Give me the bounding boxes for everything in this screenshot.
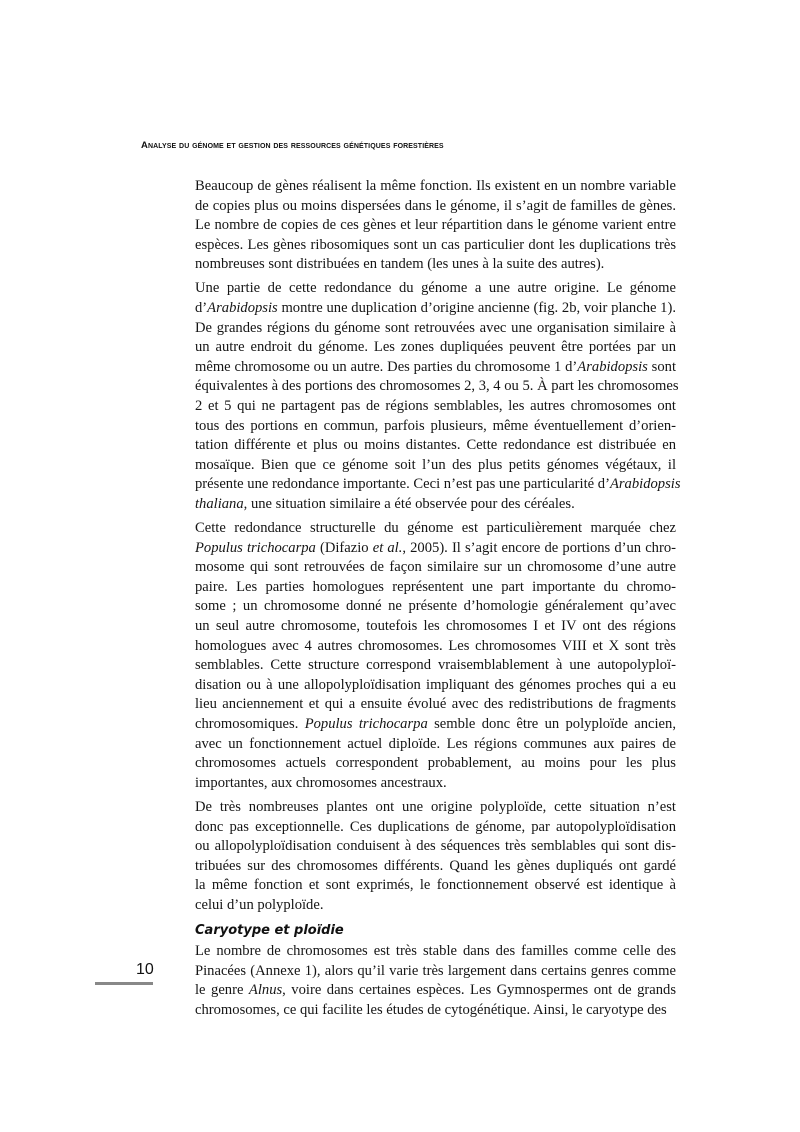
text-segment: mosome qui sont retrouvées de façon similaire sur un chromosome d’une autre — [195, 559, 676, 576]
text-segment: avec un fonctionnement actuel diploïde. Les régions communes aux paires de — [195, 735, 676, 752]
text-segment: Une partie de cette redondance du génome a une autre origine. Le génome — [195, 280, 676, 297]
text-line — [195, 617, 676, 637]
text-segment: mosaïque. Bien que ce génome soit l’un des plus petits génomes végétaux, il — [195, 456, 676, 473]
paragraph — [195, 942, 676, 1020]
text-line — [195, 962, 676, 982]
text-line — [195, 255, 676, 275]
text-line — [195, 319, 676, 339]
section-paragraphs — [195, 942, 676, 1020]
text-line — [195, 695, 676, 715]
text-segment: la même fonction et sont exprimés, le fonctionnement observé est identique à — [195, 877, 676, 894]
text-segment: disation ou à une allopolyploïdisation impliquant des génomes proches qui a eu — [195, 676, 676, 693]
text-line — [195, 637, 676, 657]
paragraph — [195, 279, 681, 514]
text-line — [195, 236, 676, 256]
text-line — [195, 857, 676, 877]
text-line — [195, 942, 676, 962]
text-line — [195, 798, 676, 818]
text-line — [195, 216, 676, 236]
page-number: 10 — [136, 961, 154, 978]
text-line — [195, 818, 676, 838]
text-segment: tribuées sur des chromosomes différents. Quand les gènes dupliqués ont gardé — [195, 857, 676, 874]
text-segment: De très nombreuses plantes ont une origine polyploïde, cette situation n’est — [195, 798, 676, 815]
section-heading: Caryotype et ploïdie — [195, 922, 344, 938]
text-line — [195, 578, 676, 598]
text-segment: chromosomes, ce qui facilite les études de cytogénétique. Ainsi, le caryotype des — [195, 1001, 667, 1018]
italic-term: Arabidopsis — [207, 300, 278, 317]
text-segment: , voire dans certaines espèces. Les Gymnospermes ont de grands — [282, 982, 676, 999]
text-line — [195, 417, 676, 437]
text-segment: Cette redondance structurelle du génome est particulièrement marquée chez — [195, 520, 676, 537]
text-line — [195, 896, 676, 916]
text-line — [195, 299, 676, 319]
text-segment: paire. Les parties homologues représentent une part importante du chromo- — [195, 578, 676, 595]
text-segment: importantes, aux chromosomes ancestraux. — [195, 774, 447, 791]
italic-term: et al. — [372, 539, 403, 556]
text-line — [195, 597, 676, 617]
body-text — [195, 177, 681, 1025]
text-line — [195, 495, 676, 515]
paragraphs — [195, 177, 681, 915]
text-segment: Le nombre de copies de ces gènes et leur répartition dans le génome varient entre — [195, 217, 676, 234]
text-segment: sont — [647, 358, 676, 375]
italic-term: thaliana — [195, 496, 244, 512]
text-segment: De grandes régions du génome sont retrouvées avec une organisation similaire à — [195, 319, 676, 336]
text-line — [195, 1001, 676, 1021]
text-segment: donc pas exceptionnelle. Ces duplications de génome, par autopolyploïdisation — [195, 818, 676, 835]
text-segment: 2 et 5 qui ne partagent pas de régions semblables, les autres chromosomes ont — [195, 398, 676, 415]
text-line — [195, 456, 676, 476]
text-segment: semblables. Cette structure correspond vraisemblablement à une autopolyploï- — [195, 657, 676, 674]
text-segment: semble donc être un polyploïde ancien, — [427, 716, 676, 733]
text-segment: chromosomiques. — [195, 716, 305, 733]
text-line — [195, 981, 676, 1001]
text-segment: montre une duplication d’origine ancienne (fig. 2b, voir planche 1). — [277, 300, 676, 317]
text-segment: tation différente et plus ou moins distantes. Cette redondance est distribuée en — [195, 437, 676, 454]
text-segment: Le nombre de chromosomes est très stable dans des familles comme celle des — [195, 942, 676, 959]
paragraph — [195, 519, 676, 793]
text-line — [195, 735, 676, 755]
text-segment: nombreuses sont distribuées en tandem (les unes à la suite des autres). — [195, 256, 605, 273]
text-segment: Pinacées (Annexe 1), alors qu’il varie très largement dans certains genres comme — [195, 962, 676, 979]
text-segment: d’ — [195, 300, 208, 317]
text-line — [195, 397, 676, 417]
text-line — [195, 338, 676, 358]
text-line — [195, 876, 676, 896]
text-segment: le genre — [195, 982, 249, 999]
text-segment: un autre endroit du génome. Les zones dupliquées peuvent être portées par un — [195, 339, 676, 356]
text-line — [195, 377, 679, 397]
text-line — [195, 279, 676, 299]
text-segment: espèces. Les gènes ribosomiques sont un cas particulier dont les duplications très — [195, 236, 676, 253]
text-line — [195, 774, 676, 794]
text-segment: lieu anciennement et qui a ensuite évolué avec des redistributions de fragments — [195, 696, 676, 713]
text-segment: un seul autre chromosome, toutefois les chromosomes I et IV ont des régions — [195, 618, 676, 635]
text-segment: ou allopolyploïdisation conduisent à des séquences très semblables qui sont dis- — [195, 838, 676, 855]
text-segment: tous des portions en commun, parfois plusieurs, même éventuellement d’orien- — [195, 417, 676, 434]
text-segment: de copies plus ou moins dispersées dans le génome, il s’agit de familles de gènes. — [195, 197, 676, 214]
text-segment: celui d’un polyploïde. — [195, 896, 324, 913]
text-line — [195, 754, 676, 774]
text-segment: , 2005). Il s’agit encore de portions d’un chro- — [402, 539, 676, 556]
italic-term: Populus trichocarpa — [195, 539, 316, 556]
italic-term: Populus trichocarpa — [304, 716, 428, 733]
text-line — [195, 837, 676, 857]
text-segment: (Difazio — [315, 539, 373, 556]
page-number-rule — [95, 982, 153, 985]
text-segment: some ; un chromosome donné ne présente d’homologie généralement qu’avec — [195, 598, 676, 615]
text-segment: équivalentes à des portions des chromosomes 2, 3, 4 ou 5. À part les chromosomes — [195, 378, 679, 395]
text-segment: Beaucoup de gènes réalisent la même fonction. Ils existent en un nombre variable — [195, 178, 676, 194]
paragraph — [195, 798, 676, 916]
text-segment: , une situation similaire a été observée pour des céréales. — [243, 496, 575, 512]
text-line — [195, 177, 676, 197]
italic-term: Alnus — [248, 982, 283, 999]
text-line — [195, 519, 676, 539]
text-segment: même chromosome ou un autre. Des parties du chromosome 1 d’ — [195, 358, 578, 375]
text-line — [195, 676, 676, 696]
text-segment: présente une redondance importante. Ceci n’est pas une particularité d’ — [195, 476, 610, 493]
italic-term: Arabidopsis — [609, 476, 681, 493]
text-line — [195, 656, 676, 676]
text-line — [195, 558, 676, 578]
running-head: Analyse du génome et gestion des ressources génétiques forestières — [141, 140, 444, 151]
text-line — [195, 475, 681, 495]
text-line — [195, 197, 676, 217]
text-segment: chromosomes actuels correspondent probablement, au moins pour les plus — [195, 755, 676, 772]
italic-term: Arabidopsis — [577, 358, 648, 375]
text-line — [195, 358, 676, 378]
paragraph — [195, 177, 676, 275]
text-segment: homologues avec 4 autres chromosomes. Les chromosomes VIII et X sont très — [195, 637, 676, 654]
text-line — [195, 715, 676, 735]
text-line — [195, 539, 676, 559]
text-line — [195, 436, 676, 456]
